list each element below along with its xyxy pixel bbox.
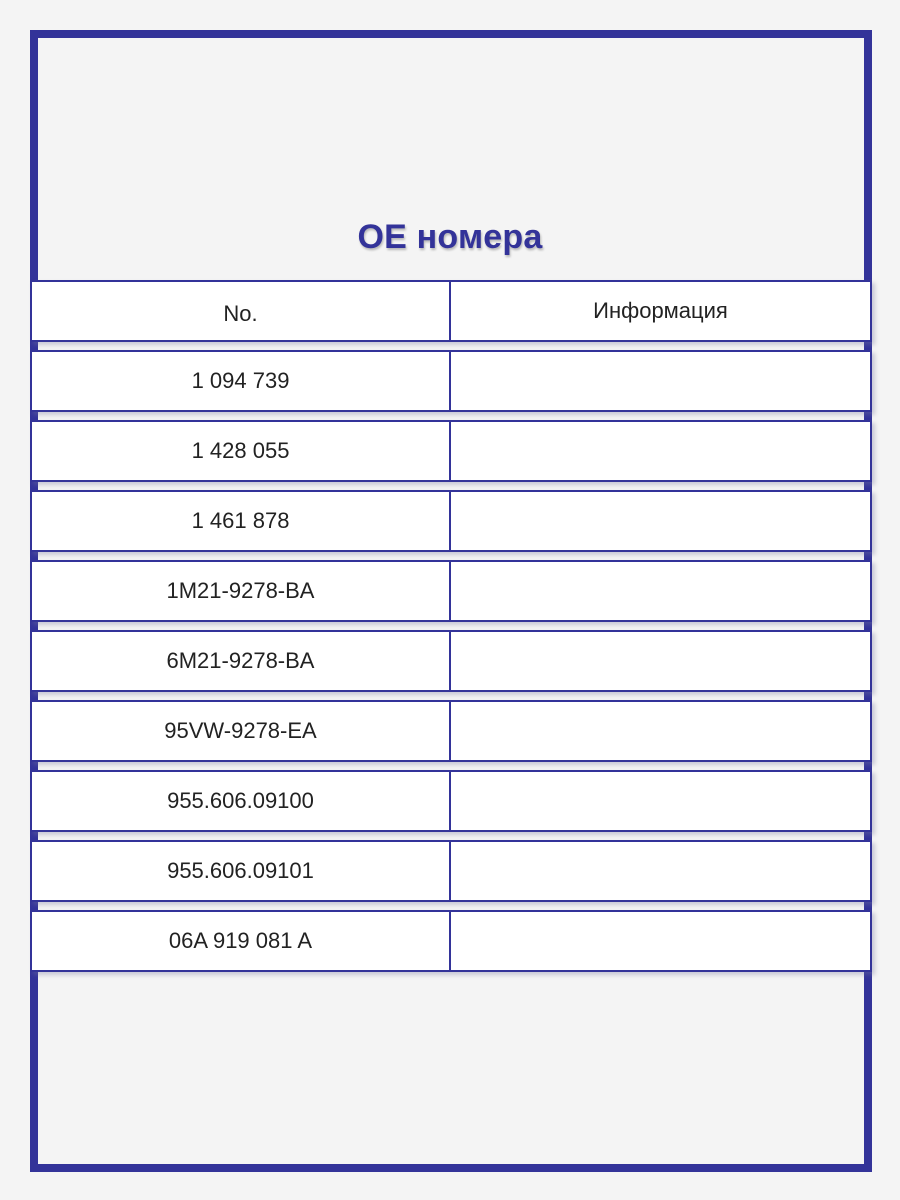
info-cell [451,352,870,410]
table-row [30,700,872,762]
oe-number-cell: 1M21-9278-BA [32,562,451,620]
table-row [30,630,872,692]
info-cell [451,912,870,970]
table-row [30,490,872,552]
oe-number-cell: 95VW-9278-EA [32,702,451,760]
oe-number-cell: 955.606.09101 [32,842,451,900]
page-title: OE номера [357,218,543,256]
table-row [30,910,872,972]
info-cell [451,632,870,690]
info-cell [451,842,870,900]
oe-number-cell: 1 094 739 [32,352,451,410]
table-row [30,560,872,622]
info-cell [451,702,870,760]
info-cell [451,562,870,620]
info-cell [451,772,870,830]
column-header-info: Информация [593,298,728,323]
oe-number-cell: 1 428 055 [32,422,451,480]
info-cell [451,422,870,480]
oe-number-cell: 955.606.09100 [32,772,451,830]
oe-number-cell: 1 461 878 [32,492,451,550]
table-row [30,770,872,832]
oe-number-cell: 6M21-9278-BA [32,632,451,690]
info-cell [451,492,870,550]
table-header-row [30,280,872,342]
table-row [30,420,872,482]
table-row [30,350,872,412]
table-row [30,840,872,902]
column-header-no: No. [32,282,451,340]
oe-number-cell: 06A 919 081 A [32,912,451,970]
